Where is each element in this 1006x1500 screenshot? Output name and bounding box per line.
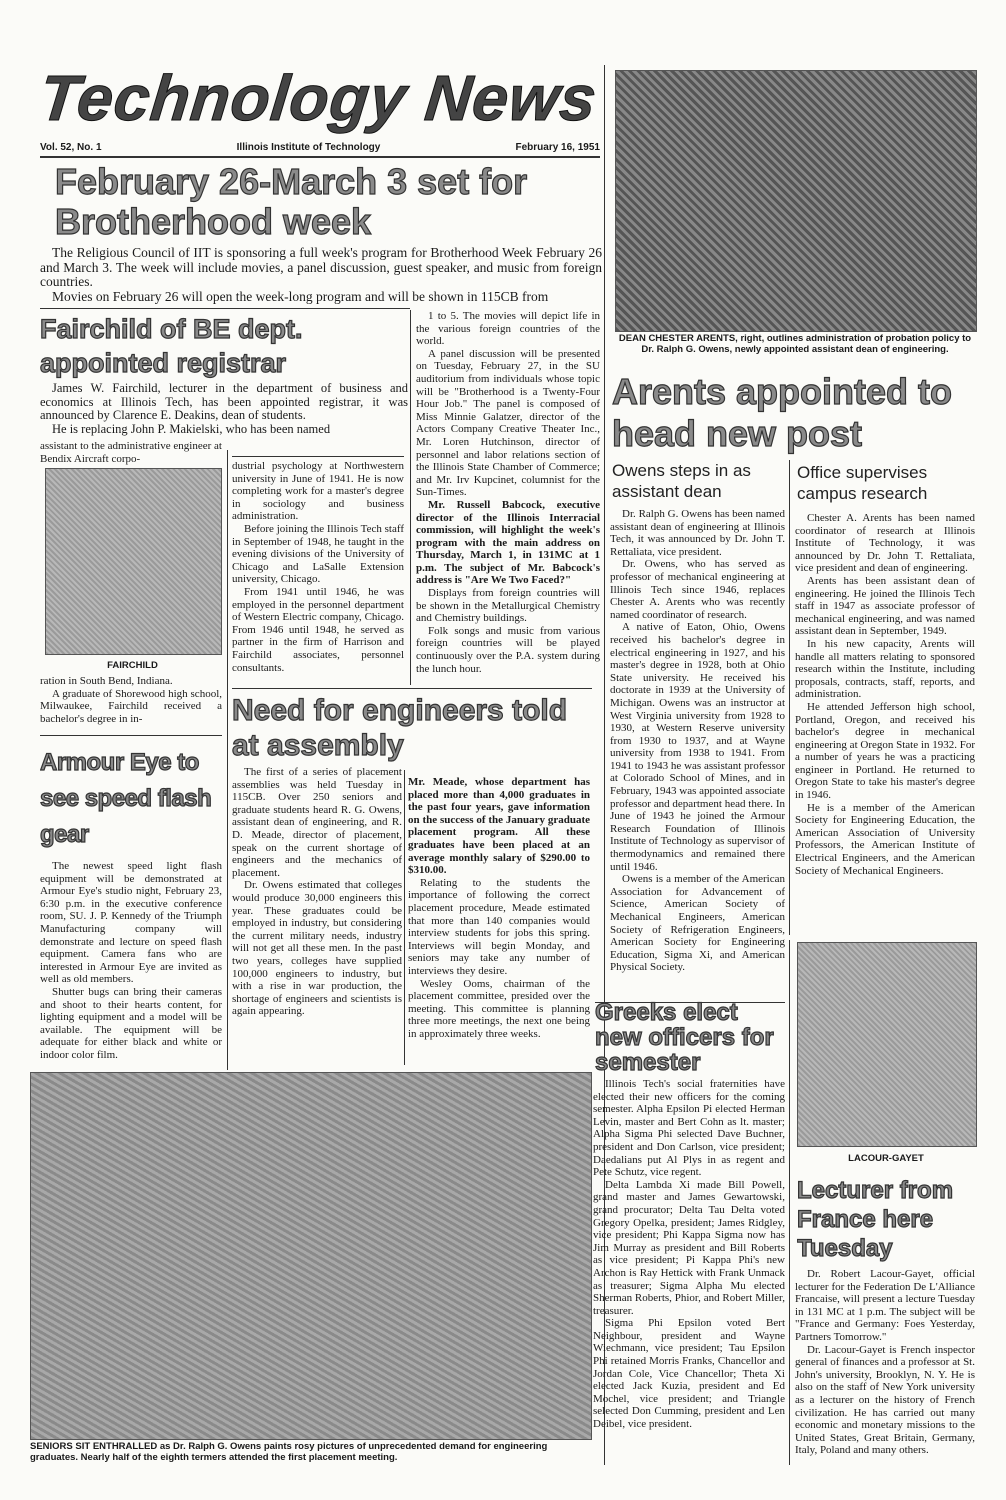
paragraph: He is replacing John P. Makielski, who has been named (52, 421, 331, 436)
paragraph: Shutter bugs can bring their cameras and shoot to their hearts content, for lighting equipment and a model will be available. The equipment will be adequate for either black and white or indoor color film. (40, 985, 222, 1060)
paragraph: The Religious Council of IIT is sponsoring a full week's program for Brotherhood Week February 26 and March 3. The week will include movies, a panel discussion, guest speaker, and music from foreign countries. (40, 246, 602, 289)
column-rule (789, 460, 790, 935)
issue-date: February 16, 1951 (515, 142, 600, 153)
paragraph: He attended Jefferson high school, Portland, Oregon, and received his bachelor's degree in mechanical engineering at Oregon State in 1932. For a number of years he was a practicing engineer in Portland. He returned to Oregon State to take his master's degree in 1946. (795, 700, 975, 802)
paragraph: James W. Fairchild, lecturer in the department of business and economics at Illinois Tech, has been appointed registrar, it was announced by Clarence E. Deakins, dean of students. (40, 382, 408, 422)
brotherhood-continued (416, 310, 600, 686)
brotherhood-intro (40, 246, 602, 306)
paragraph: The first of a series of placement assemblies was held Tuesday in 115CB. Over 250 seniors and graduate students heard R. G. Owens, assistant dean of engineering, and R. D. Meade, director of placement, speak on the current shortage of engineers and the mechanics of placement. (232, 766, 402, 879)
paragraph: 1 to 5. The movies will depict life in the various foreign countries of the world. (416, 310, 600, 348)
paragraph: Arents has been assistant dean of engineering. He joined the Illinois Tech staff in 1947 as associate professor of mechanical engineering, and was named assistant dean in September, 1949. (795, 574, 975, 638)
greeks-body (593, 1078, 785, 1463)
paragraph: From 1941 until 1946, he was employed in the personnel department of Western Electric company, Chicago. From 1946 until 1948, he served as partner in the firm of Harrison and Fairchild associates, personnel consultants. (232, 585, 404, 674)
arents-owens-photo (615, 70, 977, 332)
seniors-photo-caption: SENIORS SIT ENTHRALLED as Dr. Ralph G. Owens paints rosy pictures of unprecedented demand for engineering graduates. Nearly half of the eighth termers attended the first placement meeting. (30, 1441, 548, 1463)
fairchild-headline: Fairchild of BE dept. appointed registrar (40, 314, 303, 378)
masthead-info-line (40, 142, 600, 158)
paragraph: Dr. Owens, who has served as professor of mechanical engineering at Illinois Tech since 1946, replaces Chester A. Arents who was recently named coordinator of research. (610, 558, 785, 621)
paragraph: Before joining the Illinois Tech staff in September of 1948, he taught in the evening divisions of the University of Chicago and LaSalle Extension university, Chicago. (232, 522, 404, 586)
paragraph: He is a member of the American Society for Engineering Education, the American Association of University Professors, the American Institute of Electrical Engineers, and the American Society of Mechanical Engineers. (795, 801, 975, 877)
volume-number: Vol. 52, No. 1 (40, 142, 102, 153)
greeks-headline: Greeks elect new officers for semester (595, 1000, 774, 1076)
lecturer-headline: Lecturer from France here Tuesday (797, 1177, 954, 1262)
column-rule (789, 940, 790, 1465)
armour-eye-headline: Armour Eye to see speed flash gear (40, 749, 212, 848)
engineers-col1 (232, 766, 402, 1066)
paragraph: Owens is a member of the American Association for Advancement of Science, American Society of Mechanical Engineers, American Society of Refrigeration Engineers, American Society for Engineering Education, Sigma Xi, and American Physical Society. (610, 873, 785, 974)
publisher: Illinois Institute of Technology (236, 142, 381, 153)
masthead-title: Technology News (36, 62, 601, 134)
paragraph: Delta Lambda Xi made Bill Powell, grand master and James Gewartowski, grand procurator; Delta Tau Delta voted Gregory Opelka, president; James Ridgley, vice president; Phi Kappa Sigma now has Jim Murray as president and Bill Roberts as vice president; Pi Kappa Phi's new Archon is Ray Hettick with Frank Unmack as treasurer; Sigma Alpha Mu elected Sherman Roberts, Phior, and Robert Miller, treasurer. (593, 1178, 785, 1317)
divider (40, 308, 410, 309)
paragraph: dustrial psychology at Northwestern university in June of 1941. He is now completing work for a master's degree in sociology and business administration. (232, 460, 404, 523)
paragraph: Dr. Lacour-Gayet is French inspector general of finances and a professor at St. John's university, Brooklyn, N. Y. He is also on the staff of New York university as a lecturer on the history of French civilization. He has carried out many economic and monetary missions to the United States, Great Britain, Germany, Italy, Poland and many others. (795, 1343, 975, 1457)
divider (232, 456, 404, 457)
paragraph: Displays from foreign countries will be shown in the Metallurgical Chemistry and Chemistry buildings. (416, 587, 600, 625)
fairchild-col1b (40, 675, 222, 725)
paragraph: Dr. Robert Lacour-Gayet, official lecturer for the Federation De L'Alliance Francaise, will present a lecture Tuesday in 131 MC at 1 p.m. The subject will be "France and Germany: Foes Yesterday, Partners Tomorrow." (795, 1268, 975, 1343)
paragraph: Folk songs and music from various foreign countries will be played continuously over the P.A. system during the lunch hour. (416, 624, 600, 675)
paragraph: The newest speed light flash equipment will be demonstrated at Armour Eye's studio night, February 23, 6:30 p.m. in the executive conference room, SU. J. P. Kennedy of the Triumph Manufacturing company will demonstrate and lecture on speed flash equipment. Camera fans who are interested in Armour Eye are invited as well as old members. (40, 860, 222, 986)
fairchild-col1a (40, 440, 222, 466)
divider (40, 735, 222, 736)
fairchild-lead (40, 382, 408, 438)
brotherhood-headline: February 26-March 3 set for Brotherhood week (55, 162, 528, 242)
paragraph: Sigma Phi Epsilon voted Bert Neighbour, president and Wayne Wiechmann, vice president; Tau Epsilon Phi retained Morris Franks, Chancellor and Jordan Cole, Vice Chancellor; Theta Xi elected Jack Kuzia, president and Ed Mochel, vice president; and Triangle selected Don Cumming, president and Len Deibel, vice president. (593, 1317, 785, 1431)
paragraph: Movies on February 26 will open the week-long program and will be shown in 115CB from (52, 288, 549, 304)
paragraph: Relating to the students the importance of following the correct placement procedure, Meade estimated that more than 140 companies would interview students for jobs this spring. Interviews will begin Monday, and seniors may take any number of interviews they desire. (408, 876, 590, 977)
lecturer-body (795, 1268, 975, 1463)
column-rule (404, 770, 405, 1065)
office-subheadline: Office supervises campus research (797, 463, 928, 503)
paragraph: ration in South Bend, Indiana. (40, 675, 173, 687)
paragraph: Dr. Owens estimated that colleges would produce 30,000 engineers this year. These graduates could be employed in industry, but considering the current military needs, industry will not get all these men. In the past two years, colleges have supplied 100,000 engineers to industry, but with a rise in war production, the shortage of engineers and scientists is again appearing. (232, 879, 402, 1018)
arents-headline: Arents appointed to head new post (612, 371, 952, 454)
paragraph: Chester A. Arents has been named coordinator of research at Illinois Institute of Technology, it was announced by Dr. John T. Rettaliata, vice president and dean of engineering. (795, 512, 975, 575)
fairchild-photo-caption: FAIRCHILD (107, 660, 158, 671)
paragraph: Wesley Ooms, chairman of the placement committee, presided over the meeting. This committee is planning three more meetings, the next one being in approximately three weeks. (408, 977, 590, 1040)
office-body (795, 512, 975, 932)
column-rule (410, 310, 411, 685)
fairchild-col2 (232, 460, 404, 685)
seniors-assembly-photo (30, 1072, 592, 1440)
paragraph: In his new capacity, Arents will handle all matters relating to sponsored research within the Institute, including proposals, contracts, staff, reports, and administration. (795, 637, 975, 701)
paragraph: A panel discussion will be presented on Tuesday, February 27, in the SU auditorium from individuals whose topic will be "Brotherhood is a Twenty-Four Hour Job." The panel is composed of Miss Minnie Galatzer, director of the Actors Company Creative Theater Inc., Mr. Loren Hutchinson, director of personnel and labor relations section of the Illinois State Chamber of Commerce; and Mr. Irv Kupcinet, columnist for the Sun-Times. (416, 347, 600, 499)
arents-photo-caption: DEAN CHESTER ARENTS, right, outlines administration of probation policy to Dr. Ralph G. Owens, newly appointed assistant dean of engineering. (618, 333, 972, 355)
paragraph: Mr. Meade, whose department has placed more than 4,000 graduates in the past four years, gave information on the success of the January graduate placement program. All these graduates have been placed at an average monthly salary of $290.00 to $310.00. (408, 776, 590, 877)
owens-subheadline: Owens steps in as assistant dean (612, 461, 751, 501)
lacour-gayet-photo (797, 942, 977, 1147)
paragraph: Illinois Tech's social fraternities have elected their new officers for the coming semester. Alpha Epsilon Pi elected Herman Levin, master and Bert Cohn as lt. master; Alpha Sigma Phi selected Dave Buchner, president and Don Carlson, vice president; Daedalians put Al Plys in as regent and Pete Schutz, vice regent. (593, 1078, 785, 1179)
paragraph: A graduate of Shorewood high school, Milwaukee, Fairchild received a bachelor's degree in in- (40, 687, 222, 725)
paragraph: assistant to the administrative engineer at Bendix Aircraft corpo- (40, 440, 222, 465)
paragraph: A native of Eaton, Ohio, Owens received his bachelor's degree in electrical engineering in 1927, and his master's degree in 1928, both at Ohio State university. He received his doctorate in 1939 at the University of Michigan. Owens was an instructor at West Virginia university from 1928 to 1930, at Western Reserve university from 1930 to 1937, and at Wayne university from 1938 to 1941. From 1941 to 1943 he was assistant professor at Colorado School of Mines, and in February, 1943 was appointed associate professor and department head there. In June of 1943 he joined the Armour Research Foundation of Illinois Institute of Technology as supervisor of thermodynamics and remained there until 1946. (610, 621, 785, 873)
divider (232, 688, 592, 689)
engineers-col2 (408, 776, 590, 1066)
lacour-gayet-caption: LACOUR-GAYET (848, 1153, 924, 1164)
engineers-headline: Need for engineers told at assembly (232, 694, 568, 762)
column-rule (227, 450, 228, 1070)
paragraph: Mr. Russell Babcock, executive director of the Illinois Interracial commission, will highlight the week's program with the main address on Thursday, March 1, in 131MC at 1 p.m. The subject of Mr. Babcock's address is "Are We Two Faced?" (416, 498, 600, 587)
paragraph: Dr. Ralph G. Owens has been named assistant dean of engineering at Illinois Tech, it was announced by Dr. John T. Rettaliata, vice president. (610, 508, 785, 558)
owens-body (610, 508, 785, 998)
armour-eye-body (40, 860, 222, 1060)
fairchild-photo (45, 468, 222, 655)
